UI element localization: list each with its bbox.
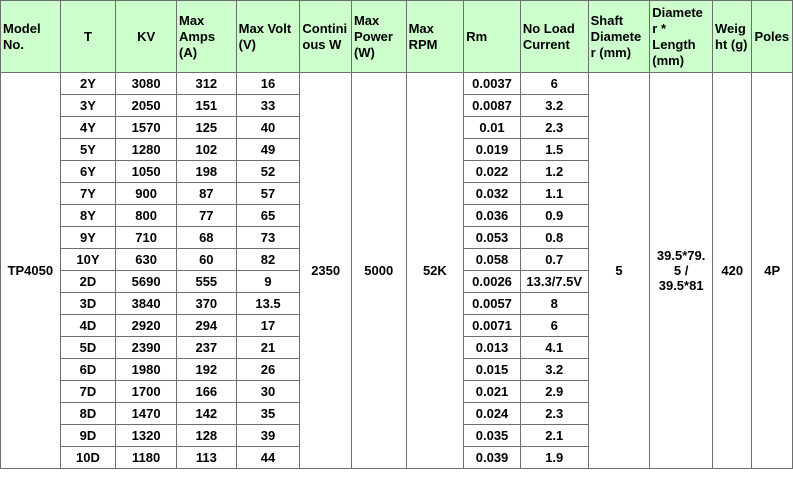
max-volt-cell: 13.5 [236, 293, 300, 315]
rm-cell: 0.0057 [464, 293, 521, 315]
max-amps-cell: 237 [176, 337, 236, 359]
winding-cell: 7Y [60, 183, 116, 205]
winding-cell: 9Y [60, 227, 116, 249]
max-amps-cell: 555 [176, 271, 236, 293]
kv-cell: 3840 [116, 293, 177, 315]
header-t: T [60, 1, 116, 73]
shaft-diameter-cell: 5 [588, 73, 650, 469]
rm-cell: 0.021 [464, 381, 521, 403]
rm-cell: 0.039 [464, 447, 521, 469]
rm-cell: 0.022 [464, 161, 521, 183]
kv-cell: 2050 [116, 95, 177, 117]
max-amps-cell: 151 [176, 95, 236, 117]
max-amps-cell: 198 [176, 161, 236, 183]
max-amps-cell: 294 [176, 315, 236, 337]
no-load-current-cell: 4.1 [520, 337, 588, 359]
winding-cell: 8D [60, 403, 116, 425]
winding-cell: 6Y [60, 161, 116, 183]
max-volt-cell: 9 [236, 271, 300, 293]
kv-cell: 1570 [116, 117, 177, 139]
max-amps-cell: 60 [176, 249, 236, 271]
max-power-cell: 5000 [351, 73, 406, 469]
no-load-current-cell: 13.3/7.5V [520, 271, 588, 293]
kv-cell: 1700 [116, 381, 177, 403]
max-volt-cell: 17 [236, 315, 300, 337]
kv-cell: 1050 [116, 161, 177, 183]
rm-cell: 0.0071 [464, 315, 521, 337]
header-max-power: Max Power (W) [351, 1, 406, 73]
rm-cell: 0.036 [464, 205, 521, 227]
max-volt-cell: 35 [236, 403, 300, 425]
header-kv: KV [116, 1, 177, 73]
no-load-current-cell: 0.9 [520, 205, 588, 227]
dimensions-cell: 39.5*79. 5 / 39.5*81 [650, 73, 713, 469]
rm-cell: 0.035 [464, 425, 521, 447]
kv-cell: 900 [116, 183, 177, 205]
header-poles: Poles [752, 1, 793, 73]
no-load-current-cell: 8 [520, 293, 588, 315]
max-volt-cell: 57 [236, 183, 300, 205]
rm-cell: 0.0037 [464, 73, 521, 95]
header-max-amps: Max Amps (A) [176, 1, 236, 73]
no-load-current-cell: 2.9 [520, 381, 588, 403]
no-load-current-cell: 1.1 [520, 183, 588, 205]
winding-cell: 4Y [60, 117, 116, 139]
kv-cell: 630 [116, 249, 177, 271]
kv-cell: 1180 [116, 447, 177, 469]
rm-cell: 0.0087 [464, 95, 521, 117]
winding-cell: 6D [60, 359, 116, 381]
max-amps-cell: 125 [176, 117, 236, 139]
no-load-current-cell: 2.3 [520, 403, 588, 425]
no-load-current-cell: 2.1 [520, 425, 588, 447]
table-body [1, 73, 793, 469]
winding-cell: 8Y [60, 205, 116, 227]
model-cell: TP4050 [1, 73, 61, 469]
poles-cell: 4P [752, 73, 793, 469]
header-shaft-diameter: Shaft Diamete r (mm) [588, 1, 650, 73]
max-rpm-cell: 52K [406, 73, 464, 469]
header-no-load-current: No Load Current [520, 1, 588, 73]
max-amps-cell: 113 [176, 447, 236, 469]
max-volt-cell: 65 [236, 205, 300, 227]
rm-cell: 0.024 [464, 403, 521, 425]
kv-cell: 1470 [116, 403, 177, 425]
max-volt-cell: 30 [236, 381, 300, 403]
max-amps-cell: 370 [176, 293, 236, 315]
no-load-current-cell: 2.3 [520, 117, 588, 139]
no-load-current-cell: 0.8 [520, 227, 588, 249]
max-volt-cell: 44 [236, 447, 300, 469]
header-model: Model No. [1, 1, 61, 73]
max-amps-cell: 128 [176, 425, 236, 447]
max-amps-cell: 102 [176, 139, 236, 161]
continuous-w-cell: 2350 [300, 73, 352, 469]
winding-cell: 5D [60, 337, 116, 359]
no-load-current-cell: 1.5 [520, 139, 588, 161]
max-amps-cell: 142 [176, 403, 236, 425]
max-amps-cell: 77 [176, 205, 236, 227]
header-continuous-w: Contini ous W [300, 1, 352, 73]
winding-cell: 7D [60, 381, 116, 403]
max-amps-cell: 87 [176, 183, 236, 205]
winding-cell: 5Y [60, 139, 116, 161]
rm-cell: 0.01 [464, 117, 521, 139]
header-diameter-length: Diamete r * Length (mm) [650, 1, 713, 73]
max-volt-cell: 73 [236, 227, 300, 249]
kv-cell: 5690 [116, 271, 177, 293]
max-volt-cell: 33 [236, 95, 300, 117]
header-weight: Weig ht (g) [713, 1, 752, 73]
max-amps-cell: 312 [176, 73, 236, 95]
kv-cell: 800 [116, 205, 177, 227]
winding-cell: 9D [60, 425, 116, 447]
rm-cell: 0.015 [464, 359, 521, 381]
header-rm: Rm [464, 1, 521, 73]
max-volt-cell: 49 [236, 139, 300, 161]
rm-cell: 0.019 [464, 139, 521, 161]
max-volt-cell: 82 [236, 249, 300, 271]
rm-cell: 0.0026 [464, 271, 521, 293]
max-volt-cell: 52 [236, 161, 300, 183]
table-row [1, 73, 793, 95]
no-load-current-cell: 3.2 [520, 95, 588, 117]
rm-cell: 0.058 [464, 249, 521, 271]
max-volt-cell: 16 [236, 73, 300, 95]
max-amps-cell: 166 [176, 381, 236, 403]
winding-cell: 4D [60, 315, 116, 337]
max-amps-cell: 192 [176, 359, 236, 381]
rm-cell: 0.032 [464, 183, 521, 205]
max-volt-cell: 21 [236, 337, 300, 359]
winding-cell: 2D [60, 271, 116, 293]
kv-cell: 1280 [116, 139, 177, 161]
max-amps-cell: 68 [176, 227, 236, 249]
kv-cell: 2920 [116, 315, 177, 337]
rm-cell: 0.013 [464, 337, 521, 359]
kv-cell: 710 [116, 227, 177, 249]
no-load-current-cell: 0.7 [520, 249, 588, 271]
no-load-current-cell: 1.9 [520, 447, 588, 469]
max-volt-cell: 39 [236, 425, 300, 447]
winding-cell: 3D [60, 293, 116, 315]
kv-cell: 2390 [116, 337, 177, 359]
rm-cell: 0.053 [464, 227, 521, 249]
header-row [1, 1, 793, 73]
max-volt-cell: 40 [236, 117, 300, 139]
kv-cell: 3080 [116, 73, 177, 95]
header-max-rpm: Max RPM [406, 1, 464, 73]
winding-cell: 2Y [60, 73, 116, 95]
no-load-current-cell: 6 [520, 73, 588, 95]
max-volt-cell: 26 [236, 359, 300, 381]
no-load-current-cell: 6 [520, 315, 588, 337]
kv-cell: 1320 [116, 425, 177, 447]
no-load-current-cell: 3.2 [520, 359, 588, 381]
winding-cell: 3Y [60, 95, 116, 117]
header-max-volt: Max Volt (V) [236, 1, 300, 73]
winding-cell: 10D [60, 447, 116, 469]
weight-cell: 420 [713, 73, 752, 469]
winding-cell: 10Y [60, 249, 116, 271]
no-load-current-cell: 1.2 [520, 161, 588, 183]
kv-cell: 1980 [116, 359, 177, 381]
